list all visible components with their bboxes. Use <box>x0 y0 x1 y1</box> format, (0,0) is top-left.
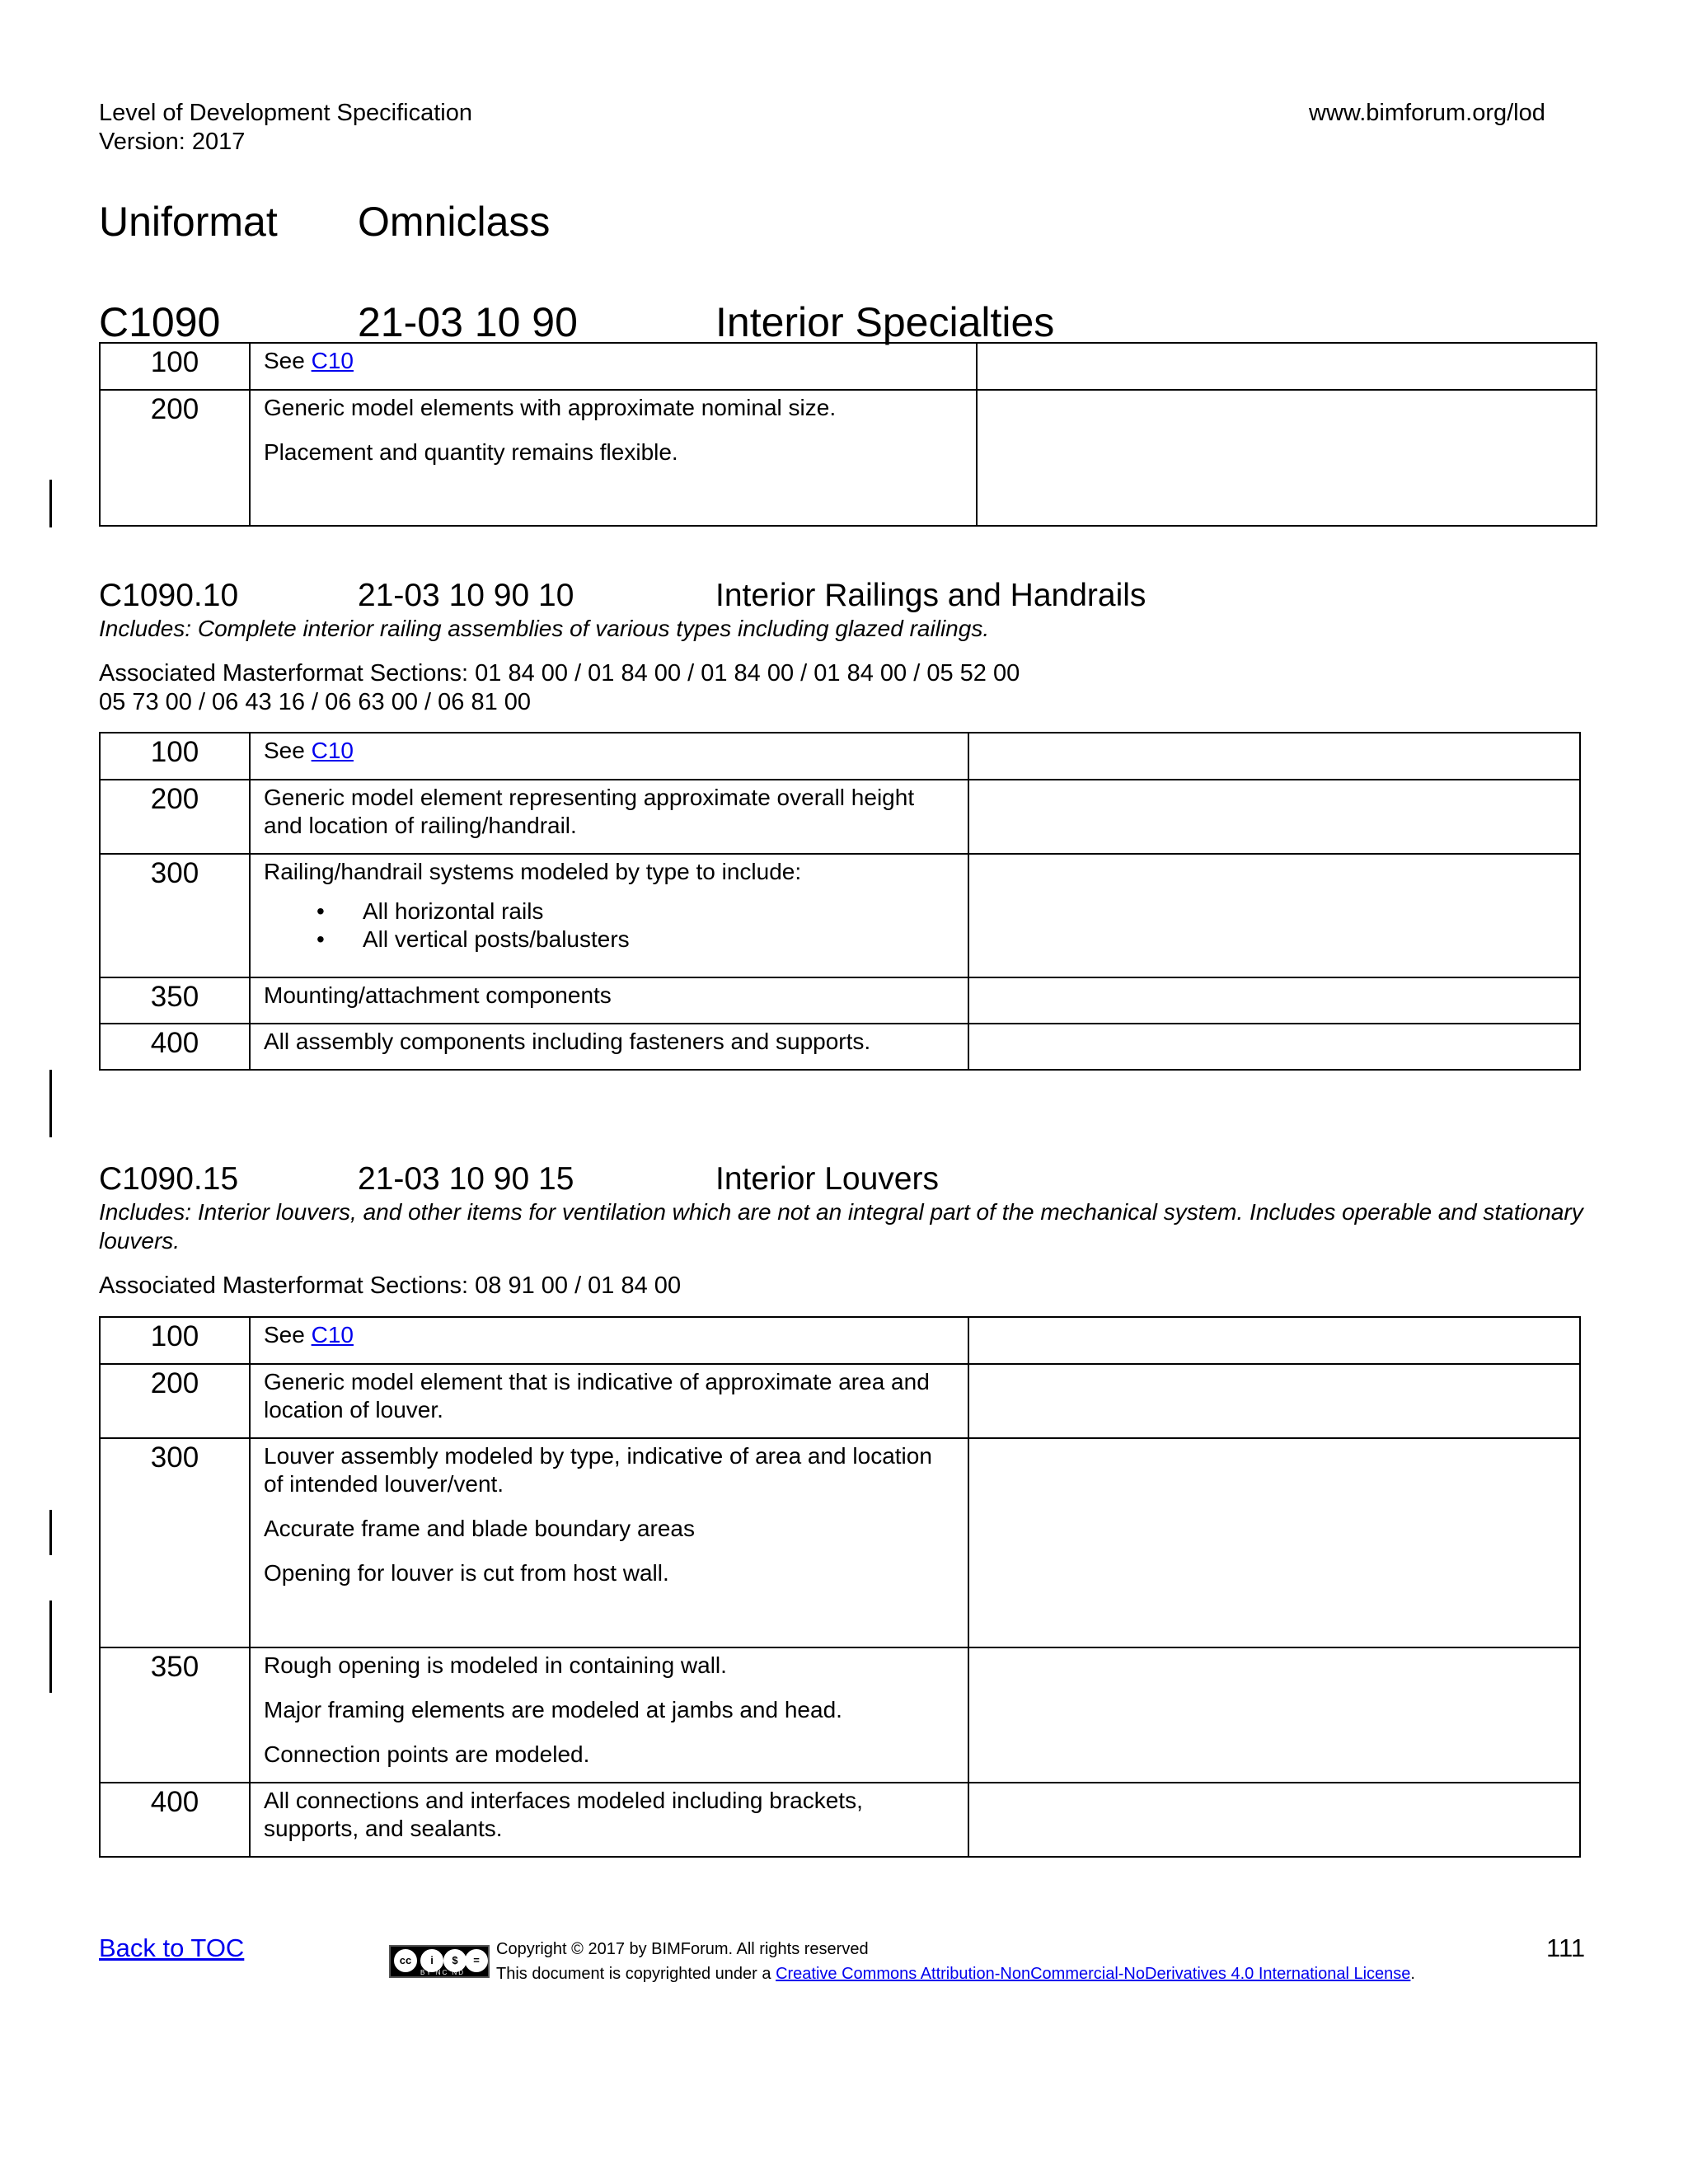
section-code: C1090.15 <box>99 1161 239 1197</box>
list-item: • All horizontal rails <box>264 898 956 926</box>
table-row <box>100 1647 1580 1783</box>
description-text: Placement and quantity remains flexible. <box>264 439 678 465</box>
lod-notes <box>968 1783 1580 1857</box>
description-text: Generic model element representing approximate overall height and location of railing/handrail. <box>264 785 915 838</box>
lod-notes <box>977 390 1597 526</box>
lod-notes <box>968 1364 1580 1438</box>
description-text: Generic model element that is indicative of approximate area and location of louver. <box>264 1369 930 1422</box>
lod-level: 100 <box>100 343 250 390</box>
section-name: Interior Louvers <box>715 1161 939 1197</box>
masterformat-sections: Associated Masterformat Sections: 01 84 00 / 01 84 00 / 01 84 00 / 01 84 00 / 05 52 00 <box>99 660 1020 687</box>
lod-notes <box>968 854 1580 977</box>
lod-level: 350 <box>100 977 250 1024</box>
lod-description <box>250 1438 968 1647</box>
table-row <box>100 977 1580 1024</box>
lod-notes <box>968 1024 1580 1070</box>
see-label: See <box>264 348 312 373</box>
copyright-text: Copyright © 2017 by BIMForum. All rights reserved <box>496 1940 869 1958</box>
section-code: C1090 <box>99 299 221 345</box>
table-row <box>100 1364 1580 1438</box>
lod-description <box>250 854 968 977</box>
lod-level: 200 <box>100 1364 250 1438</box>
description-text: Major framing elements are modeled at jambs and head. <box>264 1697 842 1722</box>
omniclass-heading: Omniclass <box>358 199 551 245</box>
change-bar <box>49 1070 52 1137</box>
section-includes: Includes: Interior louvers, and other items for ventilation which are not an integral part of the mechanical system. Includes operable and stationary louvers. <box>99 1199 1583 1254</box>
table-row <box>100 1438 1580 1647</box>
lod-table <box>99 342 1597 527</box>
description-text: Opening for louver is cut from host wall. <box>264 1560 669 1586</box>
see-label: See <box>264 738 312 763</box>
lod-description <box>250 1647 968 1783</box>
lod-notes <box>968 1647 1580 1783</box>
section-name: Interior Railings and Handrails <box>715 578 1146 613</box>
c10-link[interactable]: C10 <box>311 1322 354 1347</box>
table-row <box>100 343 1597 390</box>
table-row <box>100 780 1580 854</box>
description-text: All connections and interfaces modeled including brackets, supports, and sealants. <box>264 1788 863 1841</box>
description-text: Connection points are modeled. <box>264 1741 590 1767</box>
lod-description <box>250 977 968 1024</box>
description-text: Rough opening is modeled in containing wall. <box>264 1652 727 1678</box>
change-bar <box>49 1601 52 1693</box>
by-icon: i <box>420 1949 443 1972</box>
lod-level: 200 <box>100 390 250 526</box>
lod-notes <box>977 343 1597 390</box>
section-code: C1090.10 <box>99 578 239 613</box>
lod-level: 100 <box>100 1317 250 1364</box>
lod-table <box>99 1316 1581 1858</box>
cc-icon: cc <box>394 1949 417 1972</box>
lod-description <box>250 1783 968 1857</box>
table-row <box>100 390 1597 526</box>
description-text: All assembly components including fasteners and supports. <box>264 1029 871 1054</box>
c10-link[interactable]: C10 <box>311 738 354 763</box>
lod-description <box>250 733 968 780</box>
table-row <box>100 1024 1580 1070</box>
section-name: Interior Specialties <box>715 299 1055 345</box>
lod-level: 300 <box>100 854 250 977</box>
lod-notes <box>968 1317 1580 1364</box>
creative-commons-badge <box>389 1945 490 1978</box>
back-to-toc-link[interactable]: Back to TOC <box>99 1933 245 1962</box>
table-row <box>100 733 1580 780</box>
nd-icon: = <box>465 1949 488 1972</box>
lod-description <box>250 780 968 854</box>
description-text: Mounting/attachment components <box>264 982 612 1008</box>
section-omniclass: 21-03 10 90 <box>358 299 578 345</box>
lod-level: 400 <box>100 1783 250 1857</box>
lod-description <box>250 1024 968 1070</box>
lod-level: 100 <box>100 733 250 780</box>
change-bar <box>49 480 52 527</box>
lod-table <box>99 732 1581 1071</box>
description-text: Louver assembly modeled by type, indicative of area and location of intended louver/vent. <box>264 1443 932 1497</box>
description-text: Railing/handrail systems modeled by type to include: <box>264 859 802 884</box>
lod-level: 300 <box>100 1438 250 1647</box>
lod-level: 200 <box>100 780 250 854</box>
nc-icon: $ <box>443 1949 467 1972</box>
lod-level: 350 <box>100 1647 250 1783</box>
badge-label: BY NC ND <box>420 1969 466 1976</box>
masterformat-sections: 05 73 00 / 06 43 16 / 06 63 00 / 06 81 00 <box>99 689 532 715</box>
table-row <box>100 1317 1580 1364</box>
lod-notes <box>968 1438 1580 1647</box>
lod-description <box>250 1364 968 1438</box>
c10-link[interactable]: C10 <box>311 348 354 373</box>
lod-notes <box>968 977 1580 1024</box>
change-bar <box>49 1510 52 1555</box>
bullet-list <box>264 898 956 954</box>
masterformat-sections: Associated Masterformat Sections: 08 91 00 / 01 84 00 <box>99 1272 682 1299</box>
doc-version: Version: 2017 <box>99 129 246 155</box>
license-suffix: . <box>1410 1965 1415 1983</box>
see-label: See <box>264 1322 312 1347</box>
license-text <box>496 1961 1415 1986</box>
list-item: • All vertical posts/balusters <box>264 926 956 954</box>
section-omniclass: 21-03 10 90 10 <box>358 578 574 613</box>
lod-notes <box>968 733 1580 780</box>
site-url: www.bimforum.org/lod <box>1309 100 1545 126</box>
lod-description <box>250 1317 968 1364</box>
lod-description <box>250 390 977 526</box>
description-text: Accurate frame and blade boundary areas <box>264 1516 695 1541</box>
table-row <box>100 1783 1580 1857</box>
doc-title: Level of Development Specification <box>99 100 472 126</box>
lod-description <box>250 343 977 390</box>
section-includes: Includes: Complete interior railing assemblies of various types including glazed railings. <box>99 616 990 641</box>
uniformat-heading: Uniformat <box>99 199 278 245</box>
lod-notes <box>968 780 1580 854</box>
table-row <box>100 854 1580 977</box>
description-text: Generic model elements with approximate nominal size. <box>264 395 837 420</box>
section-omniclass: 21-03 10 90 15 <box>358 1161 574 1197</box>
page-number: 111 <box>1546 1933 1586 1962</box>
license-link[interactable]: Creative Commons Attribution-NonCommercial-NoDerivatives 4.0 International License <box>776 1965 1411 1983</box>
license-prefix: This document is copyrighted under a <box>496 1965 776 1983</box>
lod-level: 400 <box>100 1024 250 1070</box>
